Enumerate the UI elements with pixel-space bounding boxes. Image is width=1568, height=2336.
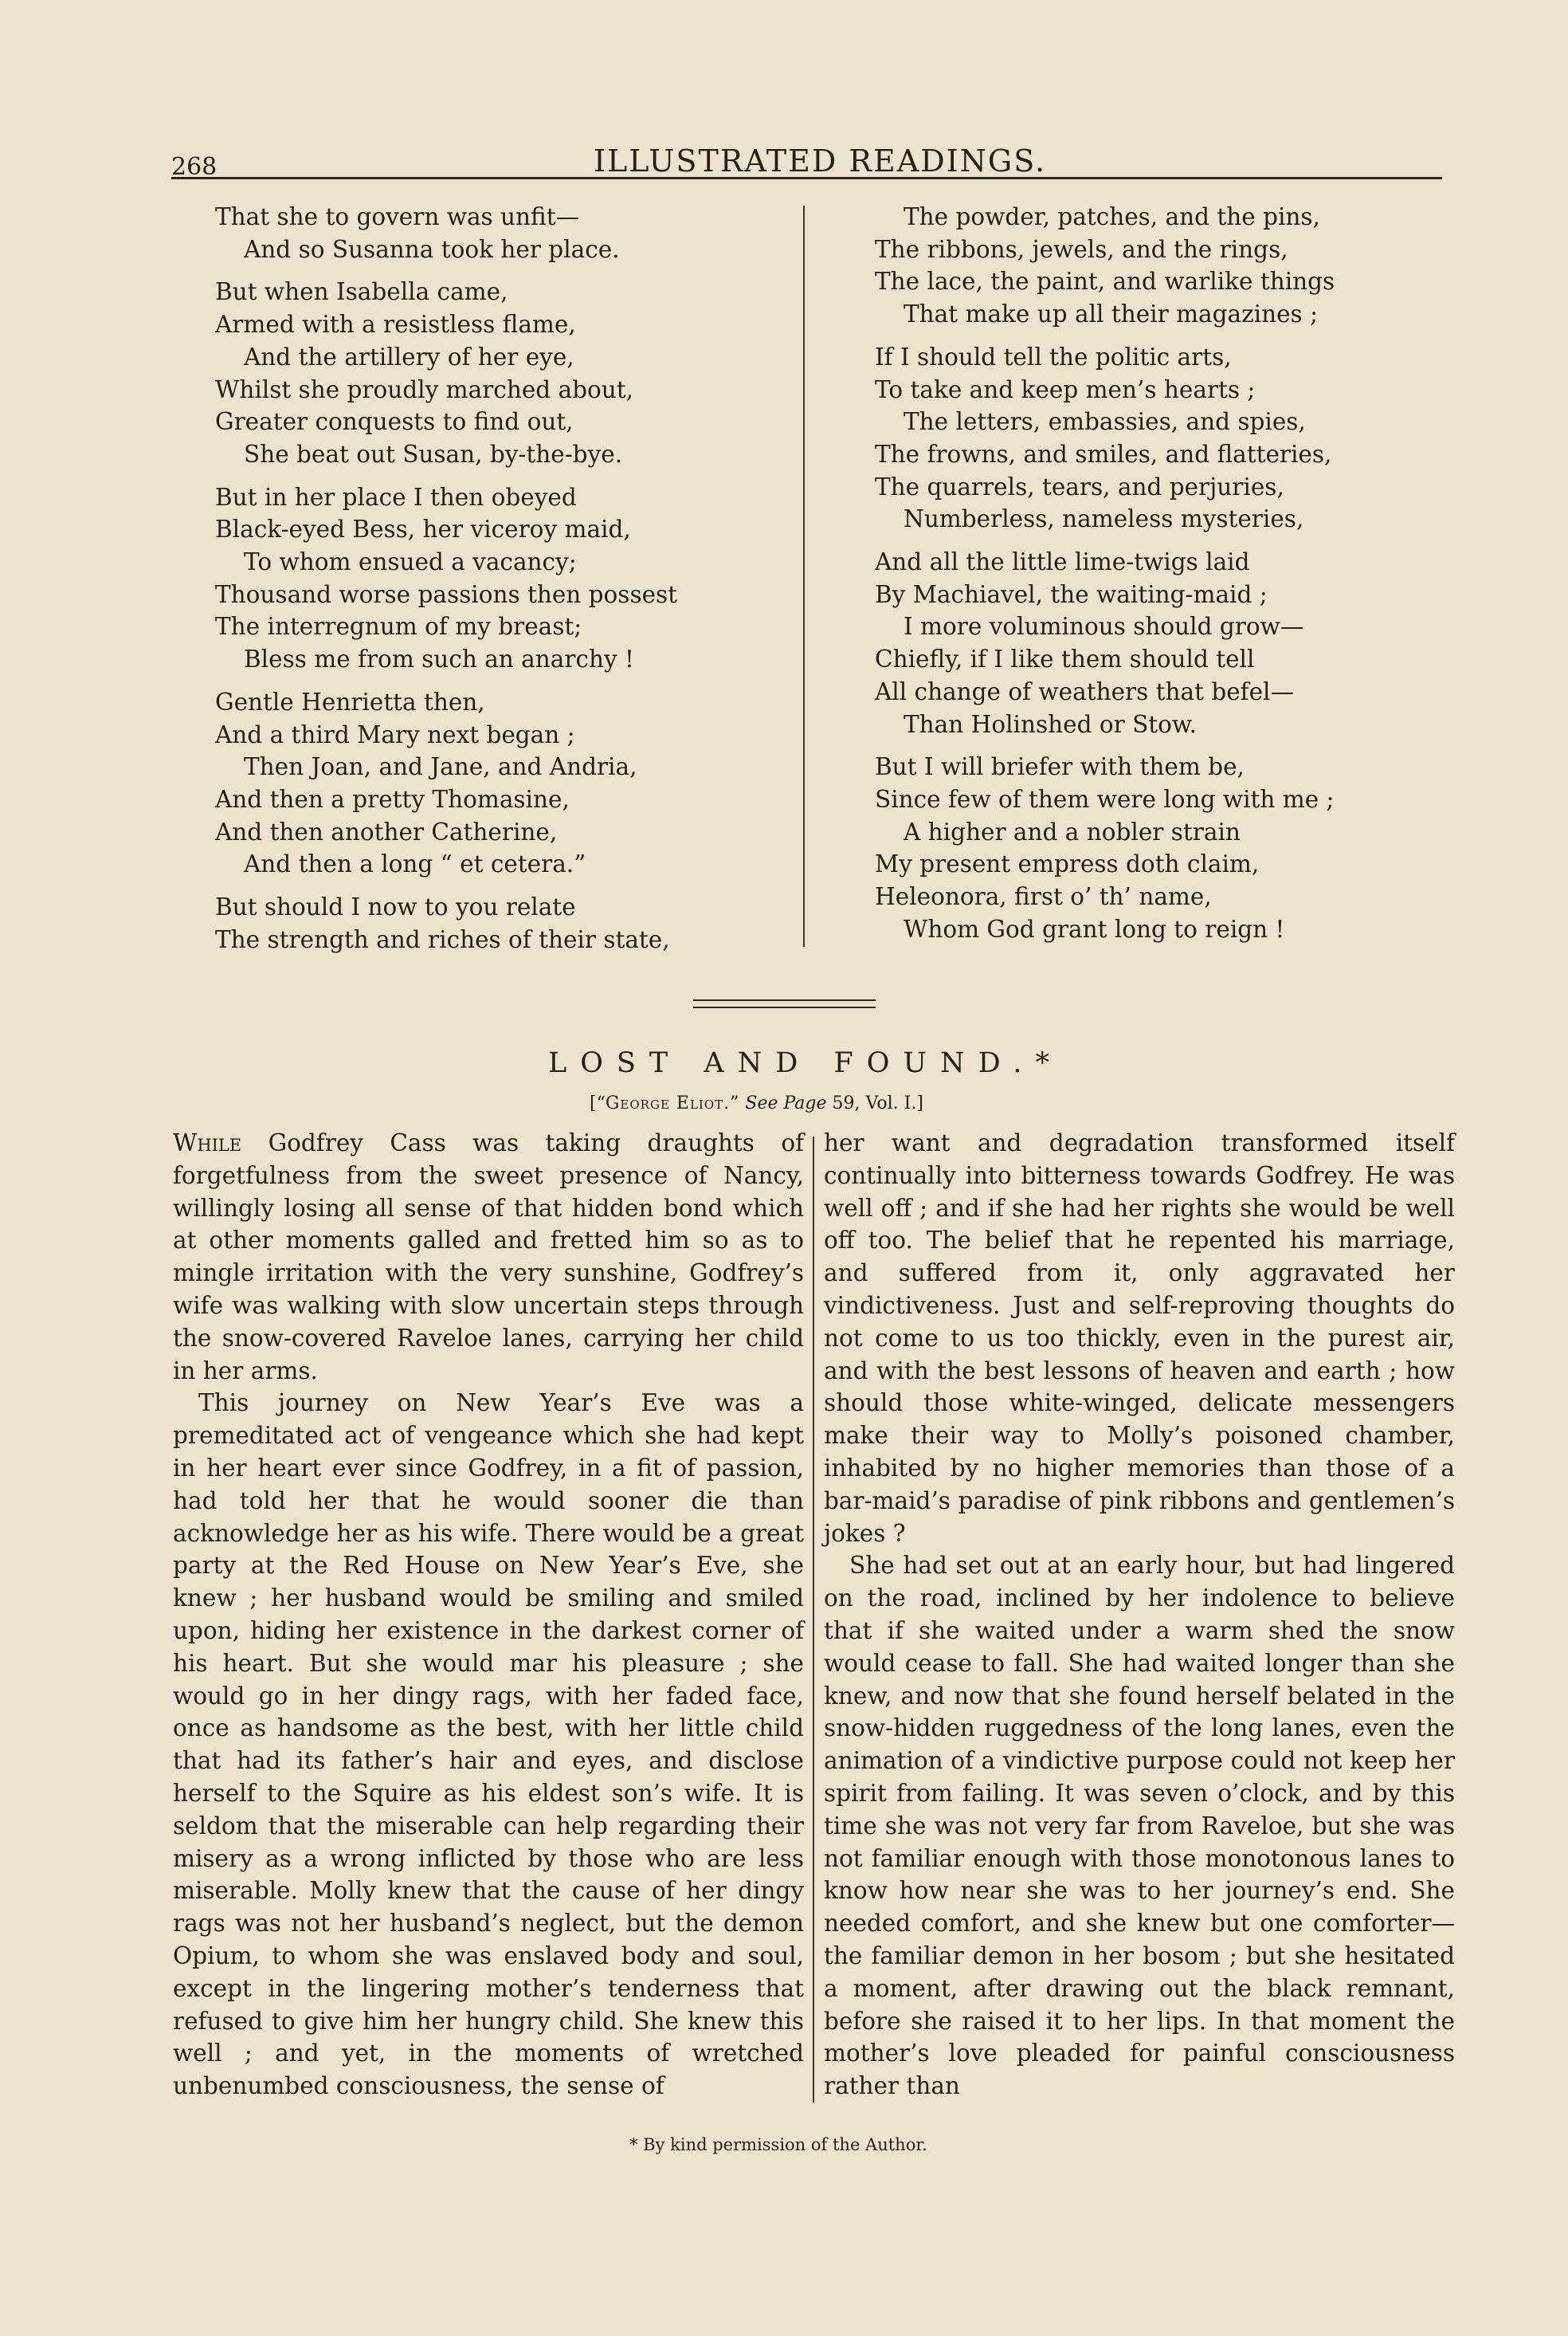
poem-line: That make up all their magazines ;: [904, 300, 1319, 328]
poem-line: And then another Catherine,: [215, 818, 558, 846]
poem-line: A higher and a nobler strain: [904, 818, 1241, 846]
attribution-ref: 59, Vol. I.]: [832, 1093, 923, 1113]
poem-line: But in her place I then obeyed: [215, 483, 577, 511]
poem-line: By Machiavel, the waiting-maid ;: [875, 580, 1268, 608]
poem-line: The powder, patches, and the pins,: [904, 203, 1320, 230]
paragraph: She had set out at an early hour, but had lingered on the road, inclined by her indolence to believe that if she waited under a warm shed the snow would cease to fall. She had waited longer than she knew, and now that she found herself belated in the snow-hidden ruggedness of the long lanes, even the animation of a vindictive purpose could not keep her spirit from failing. It was seven o’clock, and by this time she was not very far from Raveloe, but she was not familiar enough with those monotonous lanes to know how near she was to her journey’s end. She needed comfort, and she knew but one comforter—the familiar demon in her bosom ; but she hesitated a moment, after drawing out the black remnant, before she raised it to her lips. In that moment the mother’s love pleaded for painful consciousness rather than: [824, 1552, 1455, 2100]
footnote: * By kind permission of the Author.: [629, 2135, 927, 2154]
header-rule: [171, 177, 1442, 179]
poem-line: And a third Mary next began ;: [215, 720, 575, 748]
poem-line: The strength and riches of their state,: [215, 925, 670, 953]
poem-line: All change of weathers that befel—: [875, 677, 1294, 705]
section-rule-top: [693, 999, 876, 1001]
poem-line: Heleonora, first o’ th’ name,: [875, 883, 1212, 911]
poem-line: But should I now to you relate: [215, 893, 576, 921]
poem-line: That she to govern was unfit—: [215, 203, 580, 230]
attribution-author: George Eliot.”: [605, 1093, 740, 1113]
poem-line: Numberless, nameless mysteries,: [904, 505, 1304, 533]
poem-line: And the artillery of her eye,: [244, 343, 574, 371]
poem-line: Gentle Henrietta then,: [215, 688, 485, 716]
paragraph: [173, 1127, 804, 1387]
section-rule-bottom: [693, 1007, 876, 1008]
poem-line: But when Isabella came,: [215, 278, 508, 306]
poem-stanza: [215, 891, 797, 956]
poem-line: Then Joan, and Jane, and Andria,: [244, 753, 637, 781]
poem-line: Whilst she proudly marched about,: [215, 375, 634, 403]
article-title: LOST AND FOUND.*: [548, 1047, 1064, 1079]
poem-stanza: [875, 546, 1448, 740]
poem-line: And so Susanna took her place.: [244, 235, 620, 263]
poem-line: If I should tell the politic arts,: [875, 343, 1232, 371]
poem-stanza: [875, 341, 1448, 536]
poem-line: Whom God grant long to reign !: [904, 915, 1285, 943]
poem-line: The frowns, and smiles, and flatteries,: [875, 440, 1332, 468]
poem-line: The interregnum of my breast;: [215, 613, 582, 641]
article-right-column: [824, 1127, 1455, 2102]
paragraph: her want and degradation transformed itself continually into bitterness towards Godfrey. He was well off ; and if she had her rights she would be well off too. The belief that he repented his marriage, and suffered from it, only aggravated her vindictiveness. Just and self-reproving thoughts do not come to us too thickly, even in the purest air, and with the best lessons of heaven and earth ; how should those white-winged, delicate messengers make their way to Molly’s poisoned chamber, inhabited by no higher memories than those of a bar-maid’s paradise of pink ribbons and gentlemen’s jokes ?: [824, 1129, 1455, 1547]
poem-line: The quarrels, tears, and perjuries,: [875, 473, 1284, 501]
page-number: 268: [171, 153, 218, 181]
attribution-open: [“: [590, 1093, 606, 1113]
poem-line: She beat out Susan, by-the-bye.: [244, 440, 623, 468]
poem-stanza: [215, 686, 797, 881]
attribution-see: See Page: [745, 1093, 827, 1113]
paragraph: This journey on New Year’s Eve was a premeditated act of vengeance which she had kept in her heart ever since Godfrey, in a fit of passion, had told her that he would sooner die than acknowledge her as his wife. There would be a great party at the Red House on New Year’s Eve, she knew ; her husband would be smiling and smiled upon, hiding her existence in the darkest corner of his heart. But she would mar his pleasure ; she would go in her dingy rags, with her faded face, once as handsome as the best, with her little child that had its father’s hair and eyes, and disclose herself to the Squire as his eldest son’s wife. It is seldom that the miserable can help regarding their misery as a wrong inflicted by those who are less miserable. Molly knew that the cause of her dingy rags was not her husband’s neglect, but the demon Opium, to whom she was enslaved body and soul, except in the lingering mother’s tenderness that refused to give him her hungry child. She knew this well ; and yet, in the moments of wretched unbenumbed consciousness, the sense of: [173, 1389, 804, 2100]
poem-stanza: [875, 201, 1448, 331]
poem-line: Greater conquests to find out,: [215, 408, 574, 436]
poem-line: And then a long “ et cetera.”: [244, 850, 586, 878]
poem-line: The ribbons, jewels, and the rings,: [875, 235, 1288, 263]
poem-line: To take and keep men’s hearts ;: [875, 375, 1256, 403]
poem-left-column: [215, 201, 797, 956]
poem-line: Black-eyed Bess, her viceroy maid,: [215, 516, 631, 544]
poem-line: To whom ensued a vacancy;: [244, 548, 577, 576]
poem-line: Armed with a resistless flame,: [215, 311, 576, 339]
poem-column-divider: [803, 206, 805, 947]
poem-right-column: [875, 201, 1448, 945]
article-left-column: [173, 1127, 804, 2102]
poem-stanza: [215, 201, 797, 265]
poem-line: My present empress doth claim,: [875, 850, 1260, 878]
poem-line: I more voluminous should grow—: [904, 613, 1304, 641]
poem-line: But I will briefer with them be,: [875, 753, 1245, 781]
poem-stanza: [215, 481, 797, 676]
poem-line: Thousand worse passions then possest: [215, 580, 678, 608]
article-attribution: [590, 1093, 923, 1113]
poem-stanza: [875, 751, 1448, 945]
poem-line: And then a pretty Thomasine,: [215, 785, 570, 813]
paragraph-text: Godfrey Cass was taking draughts of forgetfulness from the sweet presence of Nancy, willingly losing all sense of that hidden bond which at other moments galled and fretted him so as to mingle irritation with the very sunshine, Godfrey’s wife was walking with slow uncertain steps through the snow-covered Raveloe lanes, carrying her child in her arms.: [173, 1129, 804, 1384]
dropcap-word: While: [173, 1129, 242, 1156]
poem-line: The letters, embassies, and spies,: [904, 408, 1306, 436]
article-column-divider: [813, 1137, 814, 2102]
poem-line: Chiefly, if I like them should tell: [875, 646, 1255, 673]
running-title: ILLUSTRATED READINGS.: [594, 143, 1047, 179]
poem-line: And all the little lime-twigs laid: [875, 548, 1250, 576]
poem-line: The lace, the paint, and warlike things: [875, 268, 1335, 296]
poem-line: Since few of them were long with me ;: [875, 785, 1335, 813]
poem-line: Than Holinshed or Stow.: [904, 710, 1198, 738]
poem-line: Bless me from such an anarchy !: [244, 646, 634, 673]
poem-stanza: [215, 276, 797, 470]
